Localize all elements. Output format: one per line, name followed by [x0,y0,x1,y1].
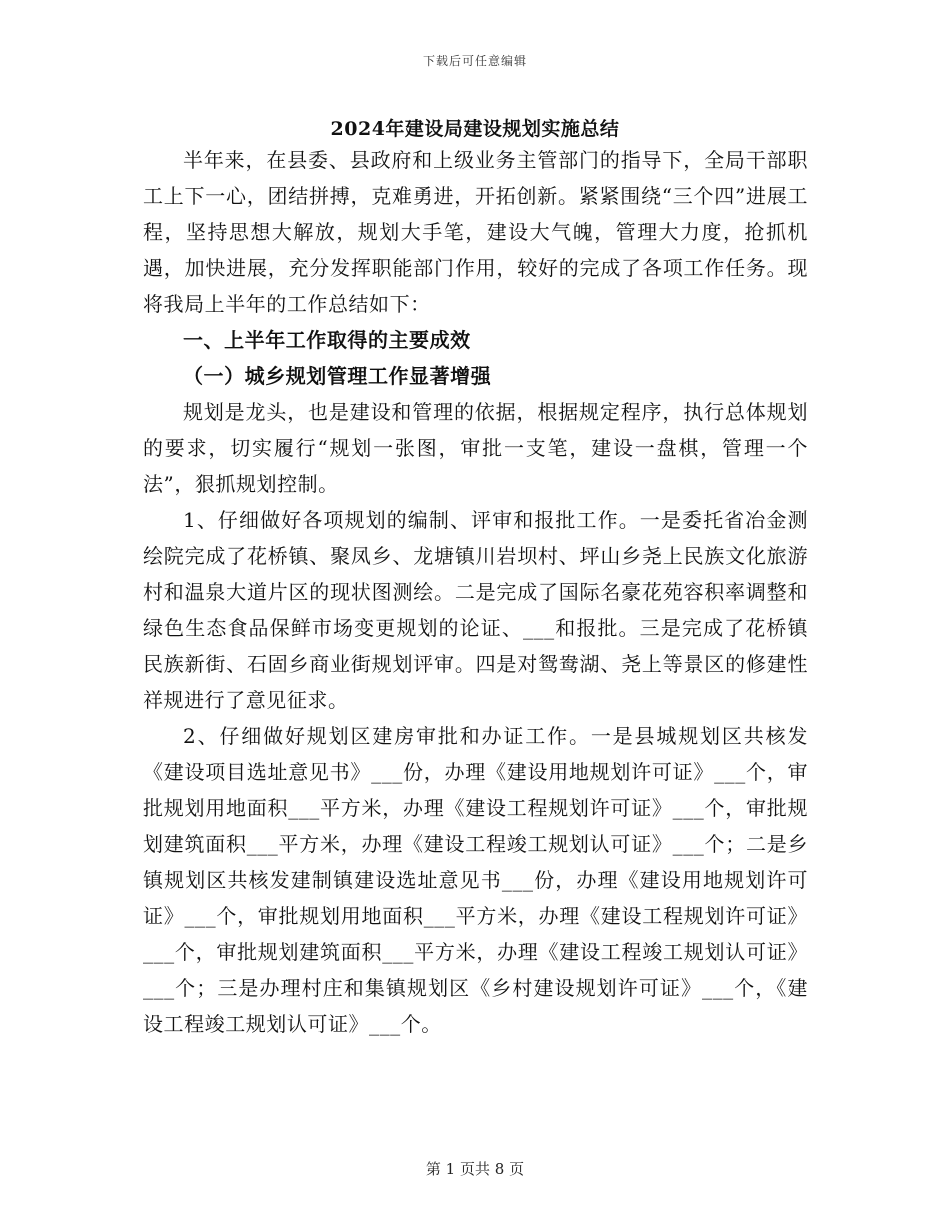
item-paragraph-2: 2、仔细做好规划区建房审批和办证工作。一是县城规划区共核发《建设项目选址意见书》___份，办理《建设用地规划许可证》___个，审批规划用地面积___平方米，办理《建设工程规划许可证》___个，审批规划建筑面积___平方米，办理《建设工程竣工规划认可证》___个；二是乡镇规划区共核发建制镇建设选址意见书___份，办理《建设用地规划许可证》___个，审批规划用地面积___平方米，办理《建设工程规划许可证》___个，审批规划建筑面积___平方米，办理《建设工程竣工规划认可证》___个；三是办理村庄和集镇规划区《乡村建设规划许可证》___个，《建设工程竣工规划认可证》___个。 [143,724,808,1036]
page-number: 第 1 页共 8 页 [425,1160,525,1178]
intro-paragraph: 半年来，在县委、县政府和上级业务主管部门的指导下，全局干部职工上下一心，团结拼搏，克难勇进，开拓创新。紧紧围绕“三个四”进展工程，坚持思想大解放，规划大手笔，建设大气魄，管理大力度，抢抓机遇，加快进展，充分发挥职能部门作用，较好的完成了各项工作任务。现将我局上半年的工作总结如下： [143,148,808,316]
document-body [143,142,808,1042]
section-heading: 一、上半年工作取得的主要成效 [183,328,471,352]
item-paragraph-1: 1、仔细做好各项规划的编制、评审和报批工作。一是委托省冶金测绘院完成了花桥镇、聚凤乡、龙塘镇川岩坝村、坪山乡尧上民族文化旅游村和温泉大道片区的现状图测绘。二是完成了国际名豪花苑容积率调整和绿色生态食品保鲜市场变更规划的论证、___和报批。三是完成了花桥镇民族新街、石固乡商业街规划评审。四是对鸳鸯湖、尧上等景区的修建性祥规进行了意见征求。 [143,508,808,712]
document-title: 2024年建设局建设规划实施总结 [330,118,620,140]
subsection-heading: （一）城乡规划管理工作显著增强 [183,364,492,388]
page-header-note: 下载后可任意编辑 [422,54,527,68]
planning-paragraph: 规划是龙头，也是建设和管理的依据，根据规定程序，执行总体规划的要求，切实履行“规划一张图，审批一支笔，建设一盘棋，管理一个法”，狠抓规划控制。 [143,400,808,496]
